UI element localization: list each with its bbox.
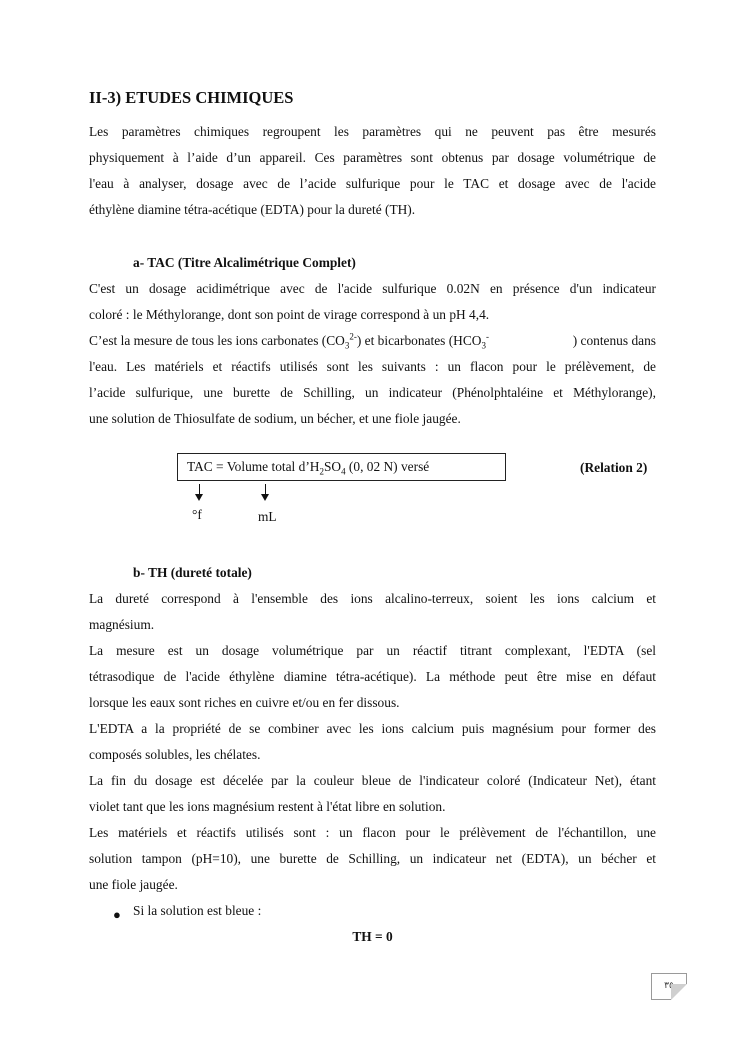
intro-line-2: physiquement à l’aide d’un appareil. Ces paramètres sont obtenus par dosage volumétrique de — [89, 150, 656, 165]
intro-line-1: Les paramètres chimiques regroupent les paramètres qui ne peuvent pas être mesurés — [89, 124, 656, 139]
th-result: TH = 0 — [352, 929, 393, 944]
th-line-2: magnésium. — [89, 617, 155, 632]
th-line-11: solution tampon (pH=10), une burette de Schilling, un indicateur net (EDTA), un bécher et — [89, 851, 656, 866]
th-line-6: L'EDTA a la propriété de se combiner avec les ions calcium puis magnésium pour former des — [89, 721, 656, 736]
bullet-dot-icon: ● — [113, 907, 121, 922]
th-line-1: La dureté correspond à l'ensemble des ions alcalino-terreux, soient les ions calcium et — [89, 591, 656, 606]
intro-line-3: l'eau à analyser, dosage avec de l’acide sulfurique pour le TAC et dosage avec de l'acide — [89, 176, 656, 191]
page-fold-icon — [671, 984, 687, 1000]
bullet-item-text: Si la solution est bleue : — [133, 903, 262, 918]
tac-line-1: C'est un dosage acidimétrique avec de l'acide sulfurique 0.02N en présence d'un indicateur — [89, 281, 656, 296]
th-line-3: La mesure est un dosage volumétrique par un réactif titrant complexant, l'EDTA (sel — [89, 643, 656, 658]
subsection-a-title: a- TAC (Titre Alcalimétrique Complet) — [133, 255, 356, 270]
tac-line-3-part-c: ) contenus dans — [572, 333, 656, 348]
tac-line-2: coloré : le Méthylorange, dont son point de virage correspond à un pH 4,4. — [89, 307, 490, 322]
th-line-10: Les matériels et réactifs utilisés sont : un flacon pour le prélèvement de l'échantillon, une — [89, 825, 656, 840]
page-number-badge — [651, 973, 687, 1000]
section-heading: II-3) ETUDES CHIMIQUES — [89, 88, 294, 107]
th-line-12: une fiole jaugée. — [89, 877, 178, 892]
arrow-left-head — [195, 494, 203, 501]
arrow-right-head — [261, 494, 269, 501]
unit-ml: mL — [258, 509, 277, 524]
tac-formula-box: TAC = Volume total $d’H_2SO_4$ (0, 02 N) versé — [177, 453, 506, 481]
page-number: ٣٥ — [664, 980, 674, 990]
relation-label: (Relation 2) — [580, 460, 648, 475]
tac-line-3-part-a: C’est la mesure de tous les ions carbonates $(CO_3^{2-})$ et bicarbonates ($HCO_3^-$ — [89, 331, 489, 351]
intro-line-4: éthylène diamine tétra-acétique (EDTA) pour la dureté (TH). — [89, 202, 416, 217]
unit-degree-f: °f — [192, 507, 202, 522]
subsection-b-title: b- TH (dureté totale) — [133, 565, 252, 580]
tac-line-5: l’acide sulfurique, une burette de Schilling, un indicateur (Phénolphtaléine et Méthylorange), — [89, 385, 656, 400]
tac-line-4: l'eau. Les matériels et réactifs utilisés sont les suivants : un flacon pour le prélèvement, de — [89, 359, 656, 374]
th-line-5: lorsque les eaux sont riches en cuivre et/ou en fer dissous. — [89, 695, 400, 710]
tac-line-3 — [89, 328, 656, 354]
th-line-8: La fin du dosage est décelée par la couleur bleue de l'indicateur coloré (Indicateur Net), étant — [89, 773, 656, 788]
th-line-9: violet tant que les ions magnésium restent à l'état libre en solution. — [89, 799, 446, 814]
th-line-4: tétrasodique de l'acide éthylène diamine tétra-acétique). La méthode peut être mise en défaut — [89, 669, 656, 684]
th-line-7: composés solubles, les chélates. — [89, 747, 261, 762]
tac-line-6: une solution de Thiosulfate de sodium, un bécher, et une fiole jaugée. — [89, 411, 461, 426]
